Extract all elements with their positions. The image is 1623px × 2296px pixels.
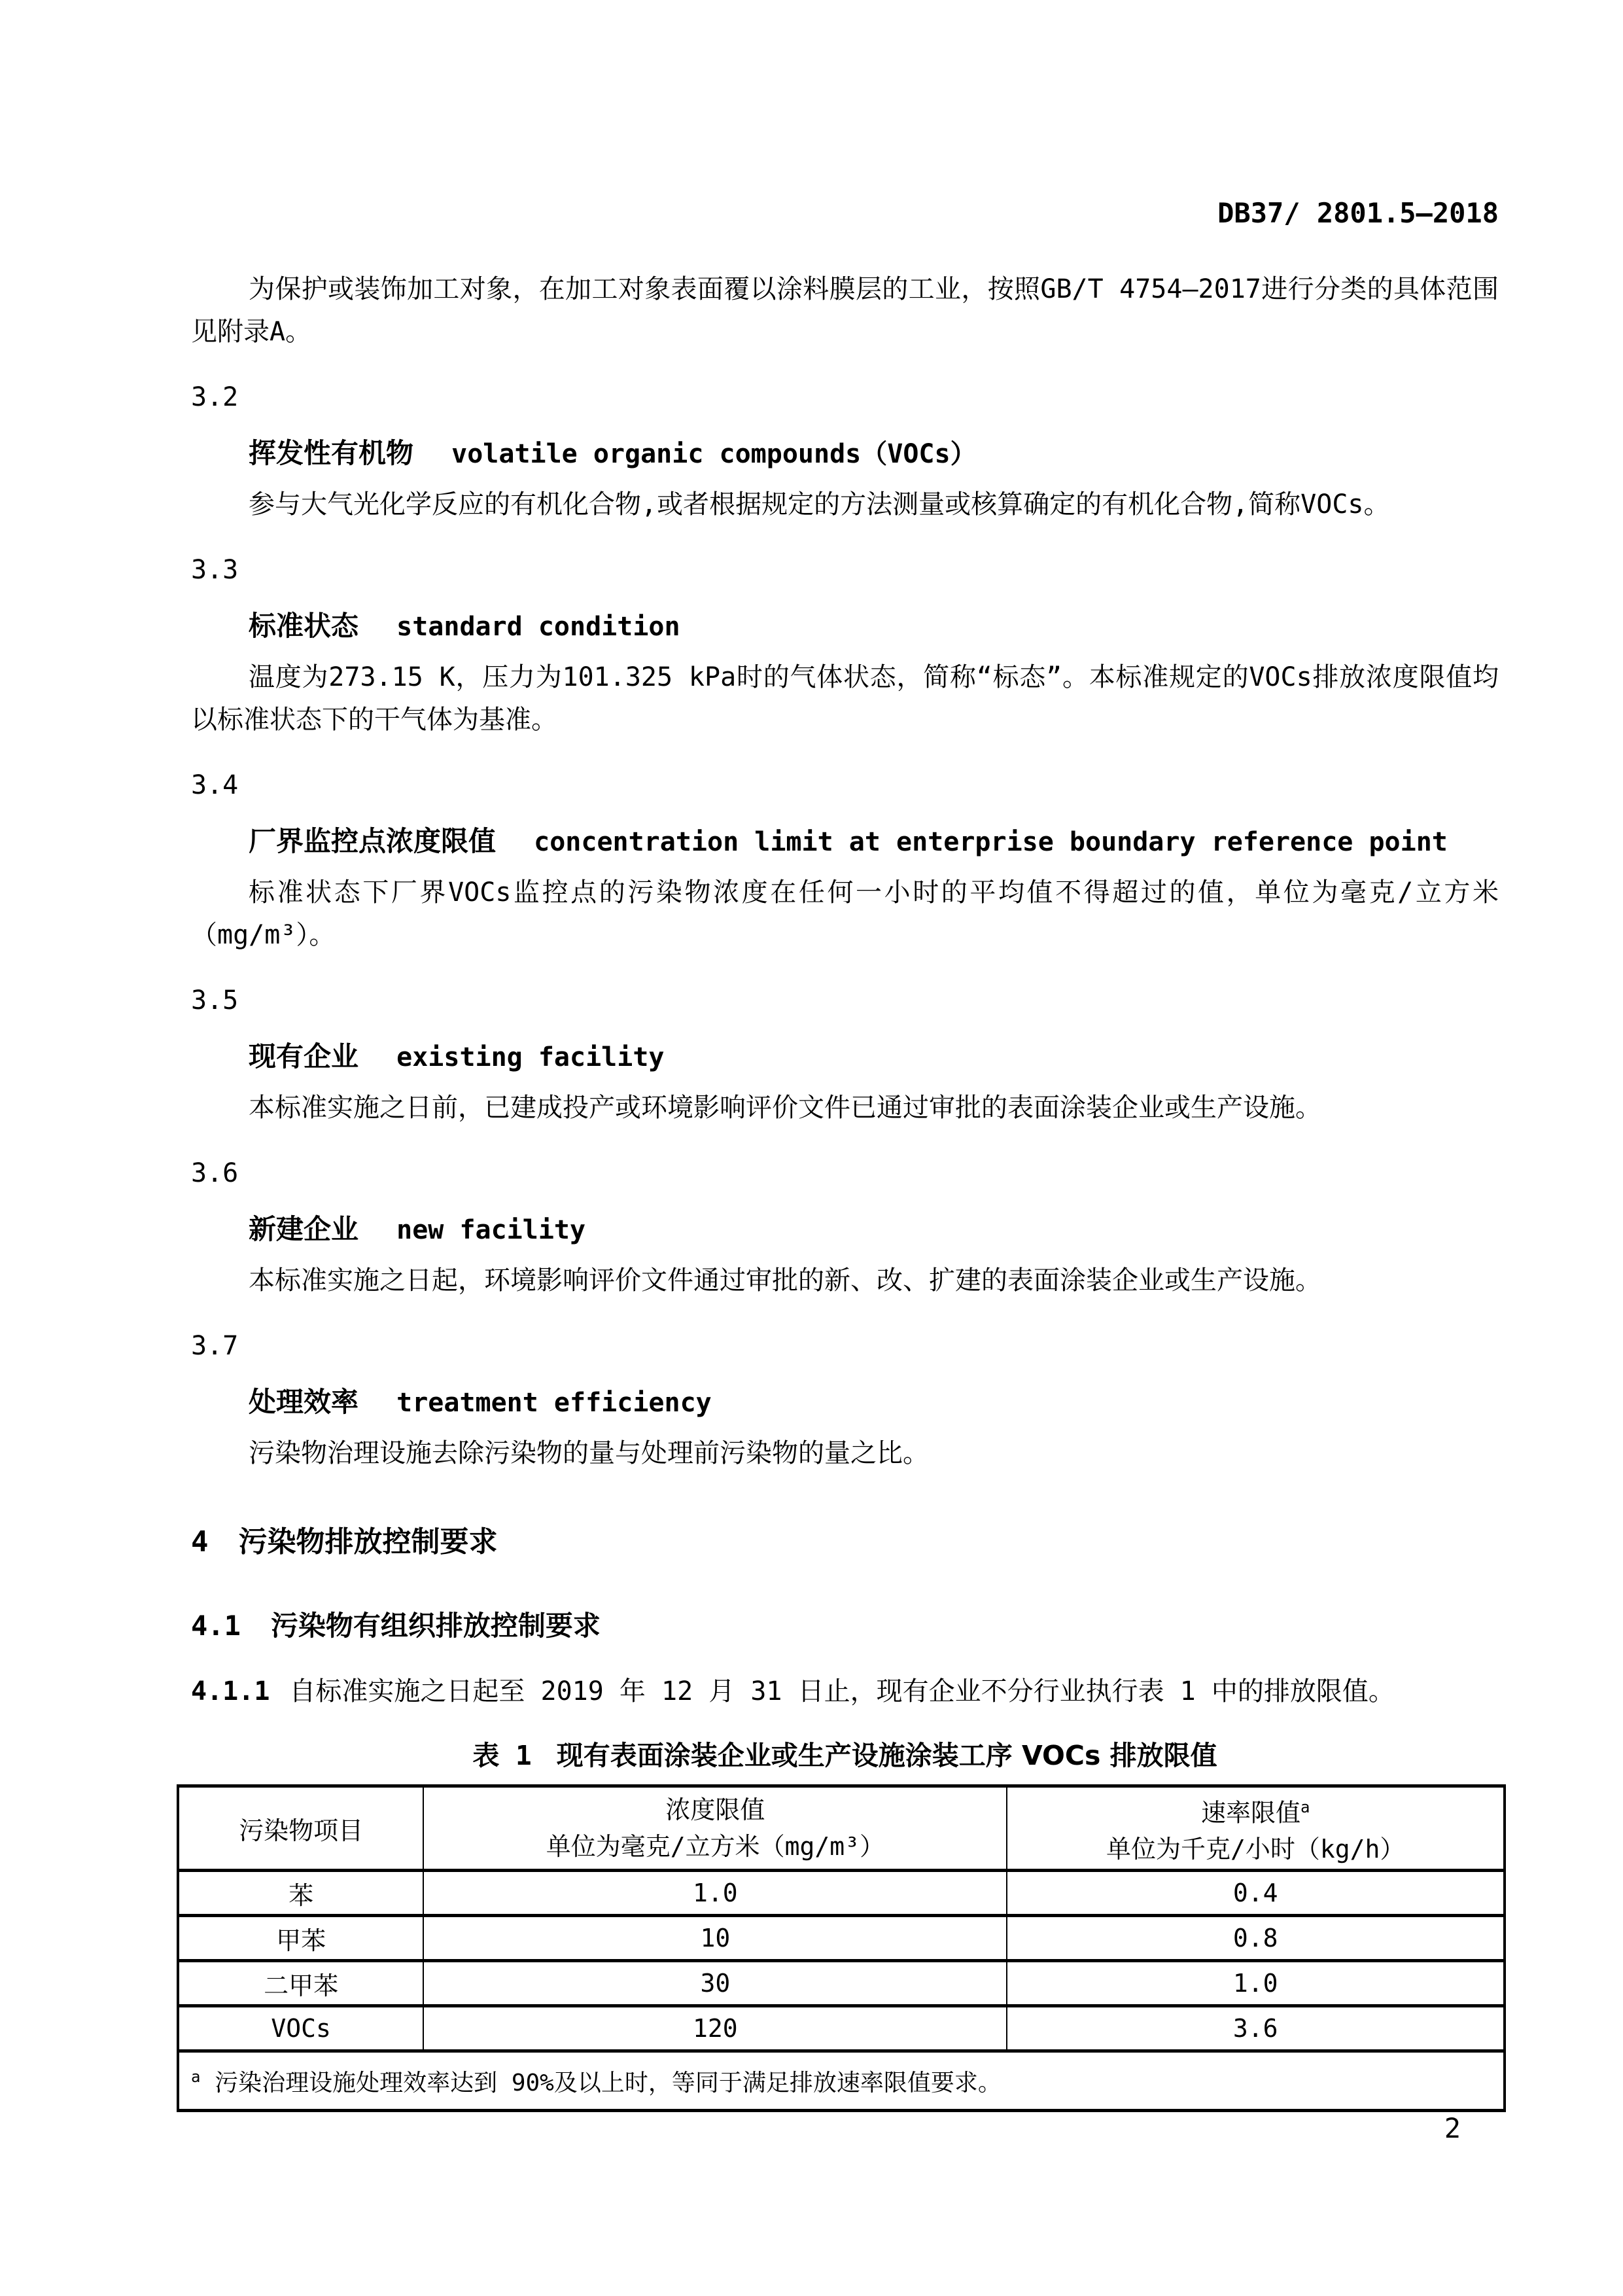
pollutant-column-header: 污染物项目 xyxy=(178,1786,423,1871)
pollutant-cell: 甲苯 xyxy=(178,1916,423,1961)
concentration-cell: 1.0 xyxy=(423,1871,1007,1916)
rate-header-unit: 单位为千克/小时（kg/h） xyxy=(1106,1835,1405,1864)
table-row-benzene xyxy=(178,1871,1505,1916)
subsection-number: 4.1 xyxy=(191,1610,241,1642)
term-chinese: 标准状态 xyxy=(249,610,359,642)
term-english: concentration limit at enterprise boundary reference point xyxy=(534,827,1448,857)
chapter-4-heading xyxy=(191,1524,1499,1561)
section-body: 参与大气光化学反应的有机化合物,或者根据规定的方法测量或核算确定的有机化合物,简称VOCs。 xyxy=(249,489,1390,520)
section-3-5 xyxy=(191,984,1499,1129)
subsection-4-1-heading xyxy=(191,1608,1499,1644)
term-line xyxy=(191,609,1499,645)
rate-header-title: 速率限值$^a$ xyxy=(1201,1797,1310,1828)
pollutant-cell: 二甲苯 xyxy=(178,1961,423,2006)
concentration-cell: 10 xyxy=(423,1916,1007,1961)
clause-text: 自标准实施之日起至 2019 年 12 月 31 日止，现有企业不分行业执行表 1 中的排放限值。 xyxy=(289,1676,1395,1706)
chapter-title: 污染物排放控制要求 xyxy=(238,1525,498,1559)
section-body: 本标准实施之日起，环境影响评价文件通过审批的新、改、扩建的表面涂装企业或生产设施。 xyxy=(249,1265,1321,1296)
concentration-column-header xyxy=(423,1786,1007,1871)
section-3-7 xyxy=(191,1330,1499,1475)
section-body: 标准状态下厂界VOCs监控点的污染物浓度在任何一小时的平均值不得超过的值，单位为毫克/立方米（mg/m³）。 xyxy=(191,877,1499,950)
table-label: 表 1 xyxy=(472,1740,532,1771)
concentration-cell: 120 xyxy=(423,2006,1007,2051)
term-line xyxy=(191,436,1499,472)
section-number: 3.2 xyxy=(191,382,239,412)
chapter-number: 4 xyxy=(191,1525,209,1559)
term-chinese: 处理效率 xyxy=(249,1386,359,1418)
term-chinese: 挥发性有机物 xyxy=(249,437,414,469)
intro-paragraph: 为保护或装饰加工对象，在加工对象表面覆以涂料膜层的工业，按照GB/T 4754—2017进行分类的具体范围见附录A。 xyxy=(191,274,1499,347)
rate-cell: 3.6 xyxy=(1007,2006,1505,2051)
rate-cell: 1.0 xyxy=(1007,1961,1505,2006)
table-1-caption xyxy=(191,1737,1499,1774)
standard-code: DB37/ 2801.5—2018 xyxy=(1217,197,1499,229)
pollutant-cell: VOCs xyxy=(178,2006,423,2051)
term-english: existing facility xyxy=(396,1042,665,1072)
term-english: treatment efficiency xyxy=(396,1388,712,1418)
section-number: 3.6 xyxy=(191,1158,239,1188)
section-number: 3.5 xyxy=(191,985,239,1016)
term-chinese: 厂界监控点浓度限值 xyxy=(249,825,497,857)
section-number: 3.7 xyxy=(191,1331,239,1361)
term-line xyxy=(191,1385,1499,1421)
section-body: 温度为273.15 K，压力为101.325 kPa时的气体状态，简称“标态”。本标准规定的VOCs排放浓度限值均以标准状态下的干气体为基准。 xyxy=(191,662,1499,735)
rate-cell: 0.4 xyxy=(1007,1871,1505,1916)
term-english: volatile organic compounds（VOCs） xyxy=(451,439,977,469)
concentration-header-unit: 单位为毫克/立方米（mg/m³） xyxy=(546,1832,884,1861)
rate-header-footnote-marker: a xyxy=(1300,1797,1310,1816)
clause-4-1-1 xyxy=(191,1672,1499,1711)
section-3-2 xyxy=(191,381,1499,526)
concentration-header-title: 浓度限值 xyxy=(665,1795,765,1824)
section-3-6 xyxy=(191,1157,1499,1302)
table-row-xylene xyxy=(178,1961,1505,2006)
section-number: 3.3 xyxy=(191,555,239,585)
table-footnote-row xyxy=(178,2051,1505,2111)
term-chinese: 现有企业 xyxy=(249,1040,359,1072)
term-english: standard condition xyxy=(396,612,680,642)
section-body: 污染物治理设施去除污染物的量与处理前污染物的量之比。 xyxy=(249,1438,929,1468)
rate-cell: 0.8 xyxy=(1007,1916,1505,1961)
footnote-text: 污染治理设施处理效率达到 90%及以上时，等同于满足排放速率限值要求。 xyxy=(215,2070,1002,2096)
footnote-marker: a xyxy=(191,2068,201,2086)
term-line xyxy=(191,824,1499,860)
vocs-limits-table xyxy=(177,1784,1506,2112)
table-footnote xyxy=(178,2051,1505,2111)
section-body: 本标准实施之日前，已建成投产或环境影响评价文件已通过审批的表面涂装企业或生产设施。 xyxy=(249,1093,1321,1123)
section-3-4 xyxy=(191,769,1499,957)
term-english: new facility xyxy=(396,1215,586,1245)
table-row-toluene xyxy=(178,1916,1505,1961)
table-row-vocs xyxy=(178,2006,1505,2051)
clause-number: 4.1.1 xyxy=(191,1676,270,1706)
rate-column-header xyxy=(1007,1786,1505,1871)
page-number: 2 xyxy=(1444,2112,1461,2144)
term-line xyxy=(191,1212,1499,1248)
table-title: 现有表面涂装企业或生产设施涂装工序 VOCs 排放限值 xyxy=(556,1740,1217,1771)
section-3-3 xyxy=(191,554,1499,741)
term-line xyxy=(191,1039,1499,1075)
pollutant-cell: 苯 xyxy=(178,1871,423,1916)
subsection-title: 污染物有组织排放控制要求 xyxy=(270,1610,601,1642)
section-number: 3.4 xyxy=(191,770,239,800)
concentration-cell: 30 xyxy=(423,1961,1007,2006)
term-chinese: 新建企业 xyxy=(249,1213,359,1245)
table-header-row xyxy=(178,1786,1505,1871)
